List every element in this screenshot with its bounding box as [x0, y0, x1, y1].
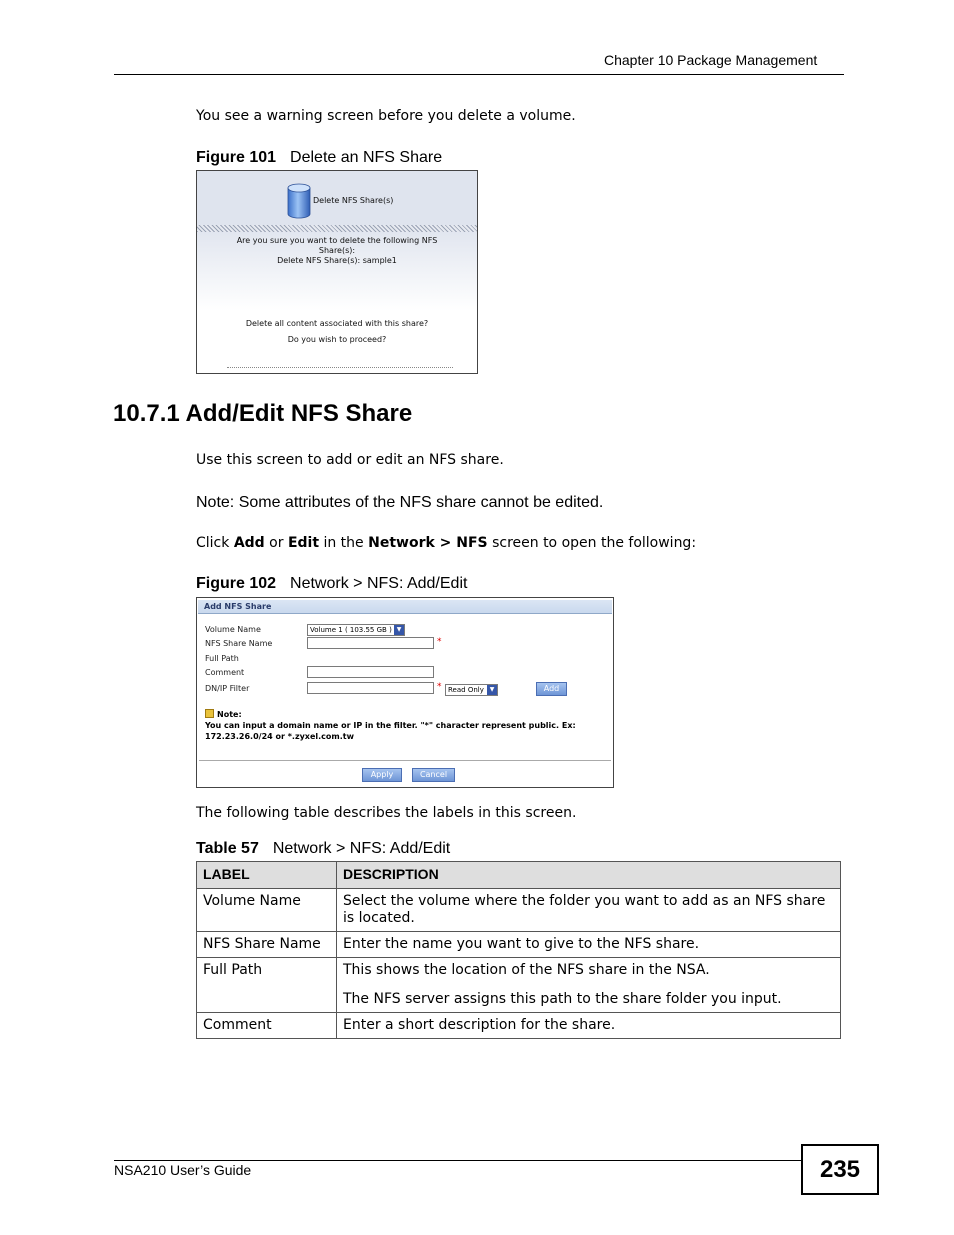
page-number: 235	[801, 1144, 879, 1195]
delete-question-line2: Share(s):	[318, 246, 356, 255]
figure-102-caption	[196, 575, 467, 593]
table-row	[197, 958, 841, 1013]
dialog-footer-rule	[227, 367, 453, 368]
delete-question-line1: Are you sure you want to delete the following NFS	[236, 236, 438, 245]
database-icon	[286, 183, 312, 219]
note-heading: Note:	[205, 709, 242, 719]
full-path-label: Full Path	[205, 654, 239, 663]
share-name-label: NFS Share Name	[205, 639, 273, 648]
volume-select[interactable]: Volume 1 ( 103.55 GB ) ▼	[307, 624, 405, 636]
proceed-question: Do you wish to proceed?	[287, 335, 387, 344]
required-mark: *	[437, 637, 442, 647]
access-select[interactable]: Read Only ▼	[445, 684, 498, 696]
header-rule	[114, 74, 844, 75]
comment-label: Comment	[205, 668, 245, 677]
filter-input[interactable]	[307, 682, 434, 694]
panel-title: Add NFS Share	[204, 602, 272, 611]
chevron-down-icon: ▼	[487, 685, 497, 695]
add-keyword: Add	[233, 535, 265, 551]
row-label: Comment	[197, 1013, 337, 1039]
section-paragraph: Use this screen to add or edit an NFS share.	[196, 452, 504, 468]
share-name-input[interactable]	[307, 637, 434, 649]
network-nfs-path: Network > NFS	[368, 535, 488, 551]
section-note: Note: Some attributes of the NFS share cannot be edited.	[196, 494, 604, 511]
row-label: Volume Name	[197, 889, 337, 932]
volume-name-label: Volume Name	[205, 625, 261, 634]
row-description: Select the volume where the folder you want to add as an NFS share is located.	[337, 889, 841, 932]
row-label: Full Path	[197, 958, 337, 1013]
note-text: You can input a domain name or IP in the filter. "*" character represent public. Ex: 172.23.26.0/24 or *.zyxel.com.tw	[205, 721, 576, 741]
add-button[interactable]: Add	[536, 682, 567, 696]
delete-content-question: Delete all content associated with this share?	[245, 319, 429, 328]
chevron-down-icon: ▼	[394, 625, 404, 635]
table-header-row	[197, 862, 841, 889]
figure-102-title: Network > NFS: Add/Edit	[290, 575, 468, 592]
table-row	[197, 889, 841, 932]
intro-paragraph: You see a warning screen before you delete a volume.	[196, 108, 576, 124]
section-title: 10.7.1 Add/Edit NFS Share	[113, 400, 413, 427]
figure-101-delete-dialog	[196, 170, 478, 374]
label-description-table	[196, 861, 841, 1039]
dialog-separator	[197, 225, 477, 232]
panel-titlebar	[198, 600, 612, 614]
row-description: Enter the name you want to give to the NFS share.	[337, 932, 841, 958]
description-column-header: DESCRIPTION	[337, 862, 841, 889]
required-mark: *	[437, 682, 442, 692]
table-57-label: Table 57	[196, 840, 259, 857]
row-description: This shows the location of the NFS share in the NSA. The NFS server assigns this path to the share folder you input.	[337, 958, 841, 1013]
footer-guide-title: NSA210 User’s Guide	[114, 1162, 252, 1178]
table-intro: The following table describes the labels in this screen.	[196, 805, 577, 821]
label-column-header: LABEL	[197, 862, 337, 889]
figure-101-title: Delete an NFS Share	[290, 149, 443, 166]
figure-101-caption	[196, 149, 442, 167]
table-row	[197, 932, 841, 958]
table-57-title: Network > NFS: Add/Edit	[272, 840, 451, 857]
footer-rule	[114, 1160, 801, 1161]
running-header: Chapter 10 Package Management	[604, 52, 818, 68]
row-description: Enter a short description for the share.	[337, 1013, 841, 1039]
figure-102-add-nfs-share-form	[196, 597, 614, 788]
cancel-button[interactable]: Cancel	[412, 768, 455, 782]
delete-dialog-title: Delete NFS Share(s)	[313, 196, 394, 205]
row-label: NFS Share Name	[197, 932, 337, 958]
apply-button[interactable]: Apply	[362, 768, 402, 782]
form-rule	[199, 760, 611, 761]
comment-input[interactable]	[307, 666, 434, 678]
table-57-caption	[196, 840, 450, 858]
table-row	[197, 1013, 841, 1039]
filter-label: DN/IP Filter	[205, 684, 250, 693]
click-instruction: Click Add or Edit in the Network > NFS screen to open the following:	[196, 535, 697, 551]
delete-target: Delete NFS Share(s): sample1	[277, 256, 397, 265]
note-icon	[205, 709, 214, 718]
edit-keyword: Edit	[287, 535, 320, 551]
figure-101-label: Figure 101	[196, 149, 277, 166]
figure-102-label: Figure 102	[196, 575, 277, 592]
